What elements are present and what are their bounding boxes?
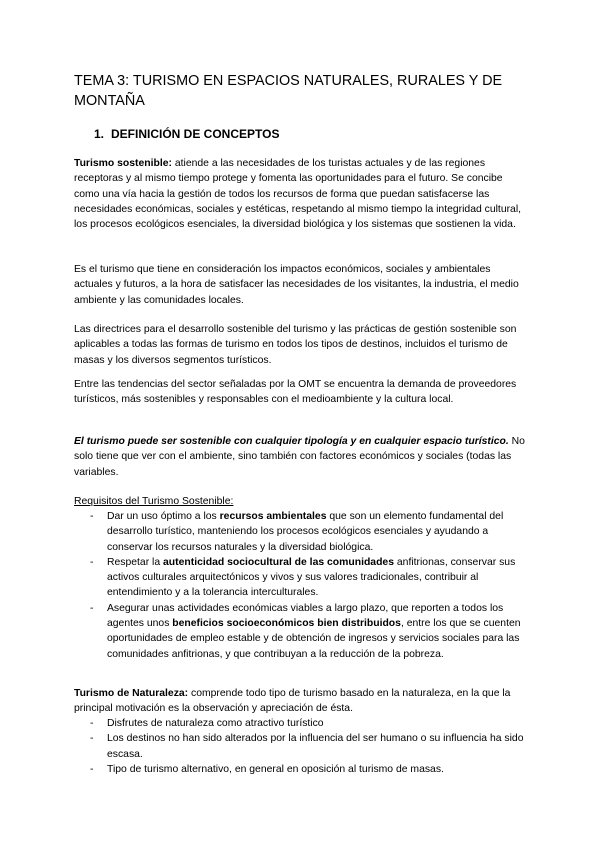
item-text: Respetar la — [107, 556, 164, 568]
term-turismo-sostenible: Turismo sostenible: — [74, 158, 172, 169]
list-item — [74, 762, 530, 777]
paragraph-tipologia — [74, 434, 530, 480]
paragraph-tendencias: Entre las tendencias del sector señaladas por la OMT se encuentra la demanda de proveedores turísticos, más sostenibles y responsables con el medioambiente y la cultura local. — [74, 379, 517, 406]
dash-bullet: - — [90, 602, 94, 614]
list-item — [74, 555, 530, 601]
requisitos-heading: Requisitos del Turismo Sostenible: — [74, 496, 234, 507]
item-text: Los destinos no han sido alterados por la influencia del ser humano o su influencia ha sido escasa. — [107, 733, 524, 760]
item-bold: beneficios socioeconómicos bien distribuidos — [172, 618, 401, 630]
paragraph-text: comprende todo tipo de turismo basado en la naturaleza, en la que la principal motivación es la observación y apreciación de ésta. — [74, 688, 511, 715]
list-item — [74, 731, 530, 762]
paragraph-text: atiende a las necesidades de los turistas actuales y de las regiones receptoras y al mismo tiempo protege y fomenta las oportunidades para el futuro. Se concibe como una vía hacia la gestión de todos los recursos de forma que puedan satisfacerse las necesidades económicas, sociales y estéticas, respetando al mismo tiempo la integridad cultural, los procesos ecológicos esenciales, la diversidad biológica y los sistemas que sostienen la vida. — [74, 158, 522, 231]
section-number: 1. — [94, 127, 105, 141]
dash-bullet: - — [90, 511, 94, 522]
paragraph-turismo-naturaleza — [74, 686, 530, 717]
item-bold: autenticidad sociocultural de las comunidades — [163, 556, 394, 568]
dash-bullet: - — [90, 556, 94, 568]
item-text: anfitrionas, conservar sus activos culturales arquitectónicos y vivos y sus valores tradicionales, contribuir al entendimiento y a la tolerancia interculturales. — [107, 556, 516, 599]
list-item — [74, 601, 530, 662]
document-title: TEMA 3: TURISMO EN ESPACIOS NATURALES, RURALES Y DE MONTAÑA — [74, 73, 503, 109]
paragraph-turismo-sostenible — [74, 156, 530, 232]
section-label: DEFINICIÓN DE CONCEPTOS — [111, 127, 280, 141]
paragraph-impactos: Es el turismo que tiene en consideración los impactos económicos, sociales y ambientales actuales y futuros, a la hora de satisfacer las necesidades de los visitantes, la industria, el medio ambiente y las comunidades locales. — [74, 264, 519, 306]
dash-bullet: - — [90, 733, 94, 745]
emphasis-turismo-tipologia: El turismo puede ser sostenible con cualquier tipología y en cualquier espacio turístico. — [74, 436, 509, 447]
term-turismo-naturaleza: Turismo de Naturaleza: — [74, 688, 189, 699]
dash-bullet: - — [90, 718, 94, 729]
item-text: Asegurar unas actividades económicas viables a largo plazo, que reporten a todos los agentes unos — [107, 602, 504, 630]
list-item — [74, 716, 530, 731]
paragraph-text: No solo tiene que ver con el ambiente, sino también con factores económicos y sociales (todas las variables. — [74, 436, 525, 478]
requisitos-list — [74, 509, 530, 662]
item-bold: recursos ambientales — [219, 511, 327, 522]
item-text: que son un elemento fundamental del desarrollo turístico, manteniendo los procesos ecológicos esenciales y ayudando a conservar los recursos naturales y la diversidad biológica. — [107, 511, 504, 553]
section-heading — [94, 126, 279, 142]
naturaleza-list — [74, 716, 530, 777]
item-text: Disfrutes de naturaleza como atractivo turístico — [107, 718, 324, 729]
list-item — [74, 509, 530, 555]
item-text: Tipo de turismo alternativo, en general en oposición al turismo de masas. — [107, 763, 444, 775]
item-text: , entre los que se cuenten oportunidades de empleo estable y de obtención de ingresos y servicios sociales para las comunidades anfitrionas, y que contribuyan a la reducción de la pobreza. — [107, 618, 521, 660]
item-text: Dar un uso óptimo a los — [107, 511, 220, 522]
paragraph-directrices: Las directrices para el desarrollo sostenible del turismo y las prácticas de gestión sostenible son aplicables a todas las formas de turismo en todos los tipos de destinos, incluidos el turismo de masas y los diversos segmentos turísticos. — [74, 324, 517, 366]
dash-bullet: - — [90, 763, 94, 775]
